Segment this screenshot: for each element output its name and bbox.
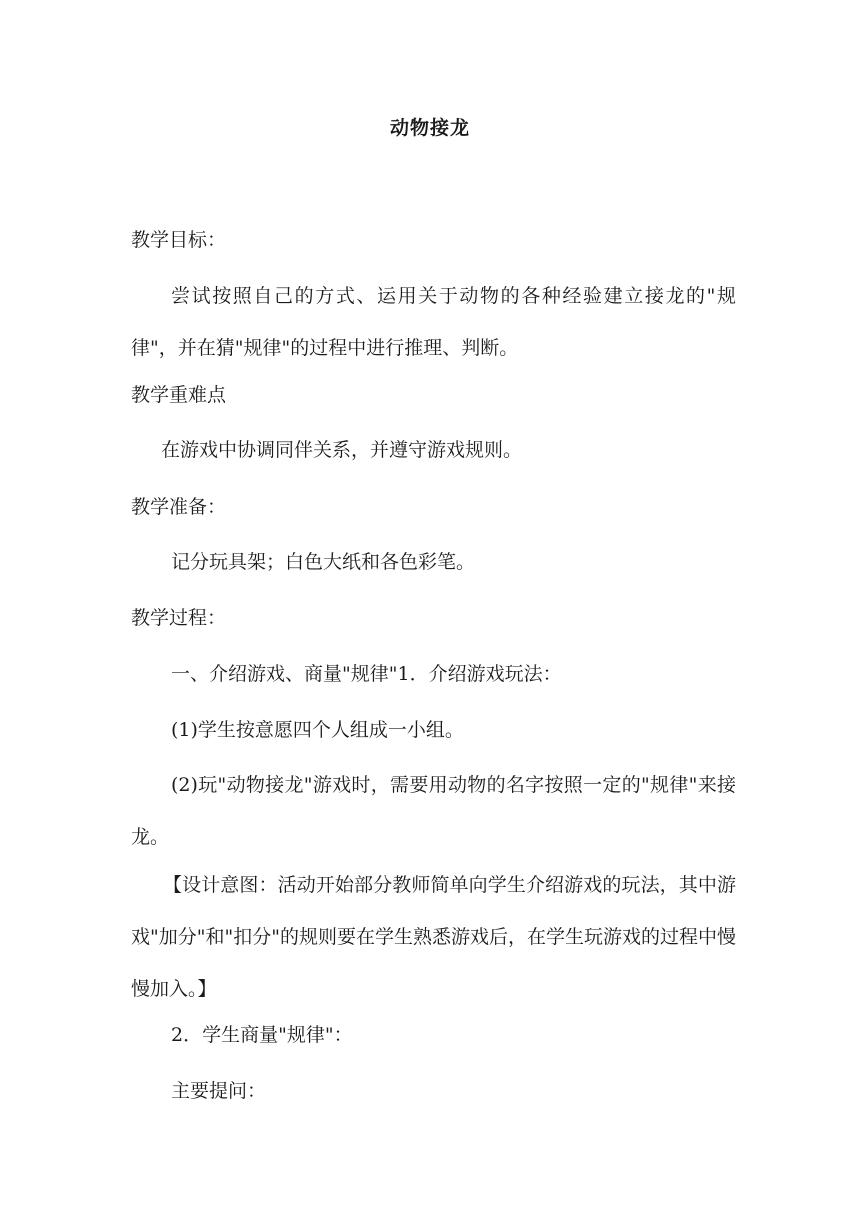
heading-key-points: 教学重难点 bbox=[131, 384, 227, 406]
key-points-paragraph: 在游戏中协调同伴关系，并遵守游戏规则。 bbox=[161, 439, 523, 461]
step-two: 2．学生商量"规律"： bbox=[171, 1024, 353, 1046]
preparation-paragraph: 记分玩具架；白色大纸和各色彩笔。 bbox=[171, 551, 476, 573]
step-one-a: (1)学生按意愿四个人组成一小组。 bbox=[171, 719, 464, 741]
step-one: 一、介绍游戏、商量"规律"1．介绍游戏玩法： bbox=[171, 663, 562, 685]
goals-paragraph: 尝试按照自己的方式、运用关于动物的各种经验建立接龙的"规律"，并在猜"规律"的过程中进行推理、判断。 bbox=[131, 285, 736, 359]
heading-process: 教学过程： bbox=[131, 607, 227, 629]
step-one-b: (2)玩"动物接龙"游戏时，需要用动物的名字按照一定的"规律"来接龙。 bbox=[131, 774, 736, 848]
design-intent-paragraph: 【设计意图：活动开始部分教师简单向学生介绍游戏的玩法，其中游戏"加分"和"扣分"的规则要在学生熟悉游戏后，在学生玩游戏的过程中慢慢加入。】 bbox=[131, 874, 736, 1000]
heading-preparation: 教学准备： bbox=[131, 496, 227, 518]
document-title: 动物接龙 bbox=[389, 117, 470, 139]
heading-goals: 教学目标： bbox=[131, 229, 227, 251]
main-questions: 主要提问： bbox=[171, 1080, 267, 1102]
